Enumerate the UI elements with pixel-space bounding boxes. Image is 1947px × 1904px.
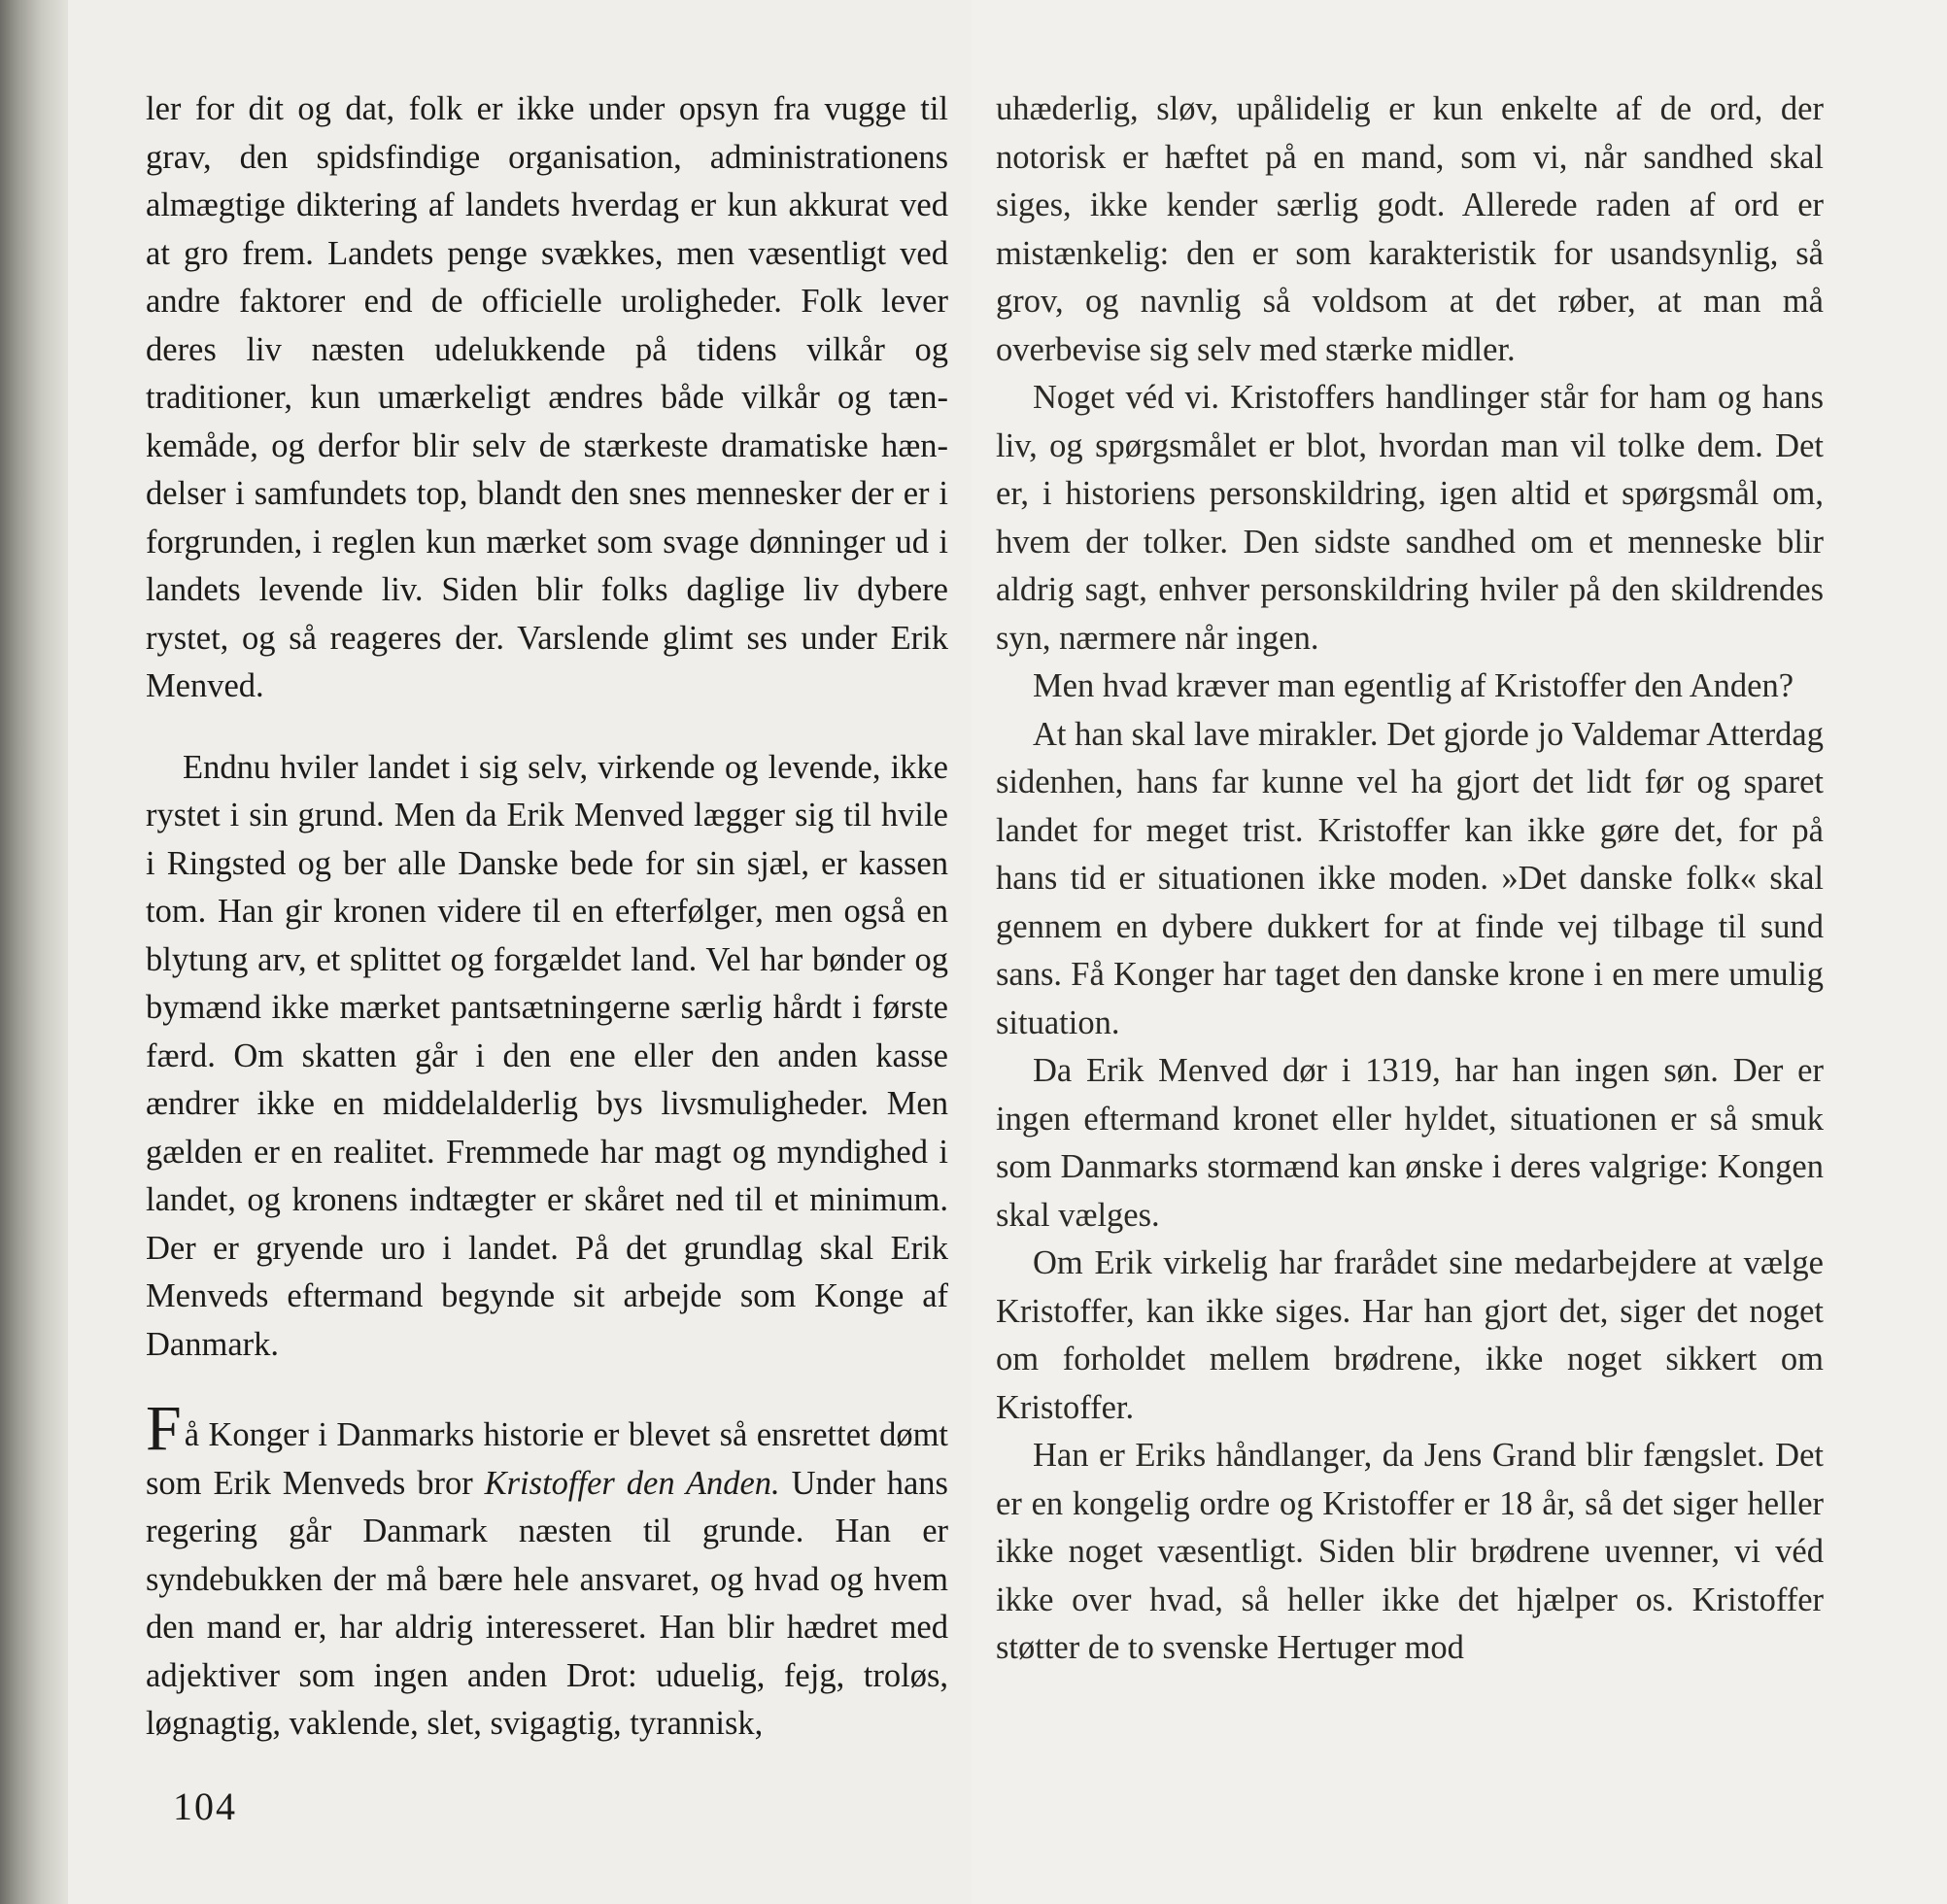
paragraph: Han er Eriks håndlanger, da Jens Grand blir fængslet. Det er en kongelig ordre og Kristoffer er 18 år, så det siger heller ikke noget væsentligt. Siden blir brødrene uvenner, vi véd ikke over hvad, så heller ikke det hjælper os. Kristoffer støtter de to svenske Hertuger mod — [996, 1437, 1824, 1666]
paragraph: Om Erik virkelig har frarådet sine medarbejdere at vælge Kristoffer, kan ikke siges. Har han gjort det, siger det noget om forholdet mellem brødrene, ikke noget sikkert om Kristoffer. — [996, 1244, 1824, 1426]
paragraph: Men hvad kræver man egentlig af Kristoffer den Anden? — [1033, 667, 1794, 704]
left-text-column — [146, 85, 948, 1749]
paragraph: ler for dit og dat, folk er ikke under opsyn fra vugge til grav, den spidsfindige organisation, administrationens almægtige diktering af landets hverdag er kun akkurat ved at gro frem. Landets penge svækkes, men væsentligt ved andre faktorer end de officielle uroligheder. Folk lever deres liv næsten udelukkende på tidens vilkår og traditioner, kun umærkeligt ændres både vilkår og tænkemåde, og derfor blir selv de stærkeste dramatiske hændelser i samfundets top, blandt den snes mennesker der er i forgrunden, i reglen kun mærket som svage dønninger ud i landets levende liv. Siden blir folks daglige liv dybere rystet, og så reageres der. Varslende glimt ses under Erik Menved. — [146, 90, 948, 704]
paragraph: Noget véd vi. Kristoffers handlinger står for ham og hans liv, og spørgsmålet er blot, hvordan man vil tolke dem. Det er, i historiens personskildring, igen altid et spørgsmål om, hvem der tolker. Den sidste sandhed om et menneske blir aldrig sagt, enhver personskildring hviler på den skildrendes syn, nærmere når ingen. — [996, 379, 1824, 657]
paragraph-with-initial — [146, 1393, 948, 1749]
paragraph-lead-text: å Konger i Danmarks historie er blevet så ensrettet dømt som Erik Menveds bror — [146, 1416, 948, 1502]
paragraph: Da Erik Menved dør i 1319, har han ingen søn. Der er ingen eftermand kronet eller hyldet, situationen er så smuk som Danmarks stormænd kan ønske i deres valgrige: Kongen skal vælges. — [996, 1052, 1824, 1234]
book-binding-shadow — [0, 0, 68, 1904]
drop-cap-initial: F — [146, 1393, 182, 1464]
italic-name: Kristoffer den Anden. — [484, 1464, 780, 1502]
paragraph: At han skal lave mirakler. Det gjorde jo Valdemar Atterdag sidenhen, hans far kunne vel ha gjort det lidt før og sparet landet for meget trist. Kristoffer kan ikke gøre det, for på hans tid er situationen ikke moden. »Det danske folk« skal gennem en dybere dukkert for at finde vej tilbage til sund sans. Få Konger har taget den danske krone i en mere umulig situation. — [996, 715, 1824, 1041]
page-number: 104 — [173, 1785, 237, 1828]
paragraph: uhæderlig, sløv, upålidelig er kun enkelte af de ord, der notorisk er hæftet på en mand, som vi, når sandhed skal siges, ikke kender særlig godt. Allerede raden af ord er mistænkelig: den er som karakteristik for usandsynlig, så grov, og navnlig så voldsom at det røber, at man må overbevise sig selv med stærke midler. — [996, 90, 1824, 368]
paragraph: Endnu hviler landet i sig selv, virkende og levende, ikke rystet i sin grund. Men da Erik Menved lægger sig til hvile i Ringsted og ber alle Danske bede for sin sjæl, er kassen tom. Han gir kronen videre til en efterfølger, men også en blytung arv, et splittet og forgældet land. Vel har bønder og bymænd ikke mærket pantsætningerne særlig hårdt i første færd. Om skatten går i den ene eller den anden kasse ændrer ikke en middelalderlig bys livsmuligheder. Men gælden er en realitet. Fremmede har magt og myndighed i landet, og kronens indtægter er skåret ned til et minimum. Der er gryende uro i landet. På det grundlag skal Erik Menveds eftermand begynde sit arbejde som Konge af Danmark. — [146, 748, 948, 1363]
paragraph-rest-text: Under hans regering går Danmark næsten til grunde. Han er syndebukken der må bære hele ansvaret, og hvad og hvem den mand er, har aldrig interesseret. Han blir hædret med adjektiver som ingen anden Drot: uduelig, fejg, troløs, løgnagtig, vaklende, slet, svigagtig, tyrannisk, — [146, 1464, 948, 1742]
right-text-column — [996, 85, 1824, 1673]
